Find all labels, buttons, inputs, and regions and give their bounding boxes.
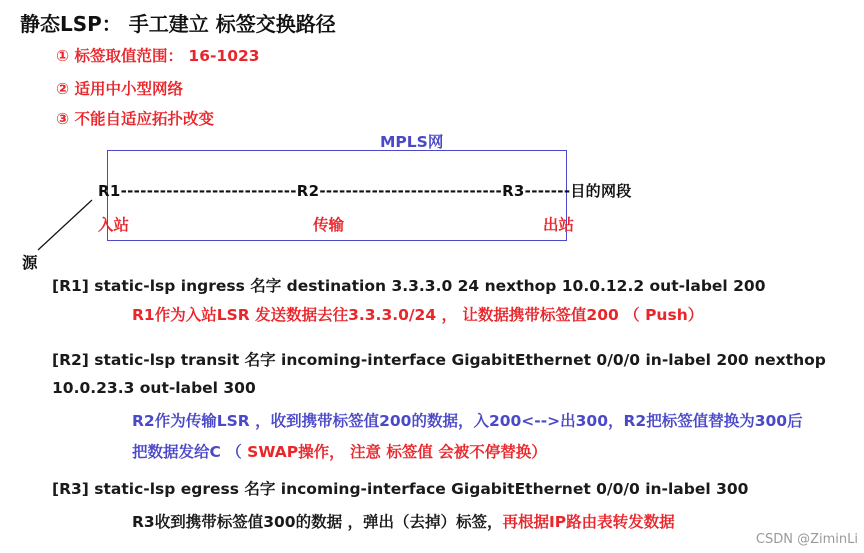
- r3-explanation-red: 再根据IP路由表转发数据: [502, 513, 675, 531]
- source-label: 源: [22, 254, 38, 272]
- r3-command: [R3] static-lsp egress 名字 incoming-interface GigabitEthernet 0/0/0 in-label 300: [52, 480, 749, 498]
- lsp-path-line: R1---------------------------R2----------------------------R3-------目的网段: [98, 182, 632, 200]
- ingress-label: 入站: [98, 216, 130, 234]
- r3-explanation: [132, 510, 675, 532]
- watermark: CSDN @ZiminLi: [755, 532, 858, 547]
- mpls-network-label: MPLS网: [380, 133, 444, 151]
- r2-command-line2: 10.0.23.3 out-label 300: [52, 379, 256, 397]
- r2-explanation-line2-blue: 把数据发给C （: [132, 443, 248, 461]
- r3-explanation-black: R3收到携带标签值300的数据 ，弹出（去掉）标签，: [132, 513, 503, 531]
- r1-command: [R1] static-lsp ingress 名字 destination 3.3.3.0 24 nexthop 10.0.12.2 out-label 200: [52, 277, 766, 295]
- transit-label: 传输: [313, 216, 345, 234]
- point-small-networks: ② 适用中小型网络: [56, 80, 184, 98]
- r1-explanation: R1作为入站LSR 发送数据去往3.3.3.0/24 ， 让数据携带标签值200 （ Push）: [132, 306, 704, 324]
- point-label-range: ① 标签取值范围： 16-1023: [56, 47, 260, 65]
- r2-explanation-line2: [132, 440, 547, 462]
- r2-explanation-line1: R2作为传输LSR ，收到携带标签值200的数据，入200<-->出300，R2把标签值替换为300后: [132, 412, 803, 430]
- point-no-adaptive: ③ 不能自适应拓扑改变: [56, 110, 215, 128]
- r2-explanation-line2-red: SWAP操作， 注意 标签值 会被不停替换）: [247, 443, 547, 461]
- egress-label: 出站: [543, 216, 575, 234]
- r2-command-line1: [R2] static-lsp transit 名字 incoming-interface GigabitEthernet 0/0/0 in-label 200 nexthop: [52, 351, 826, 369]
- page-title: 静态LSP： 手工建立 标签交换路径: [20, 12, 336, 36]
